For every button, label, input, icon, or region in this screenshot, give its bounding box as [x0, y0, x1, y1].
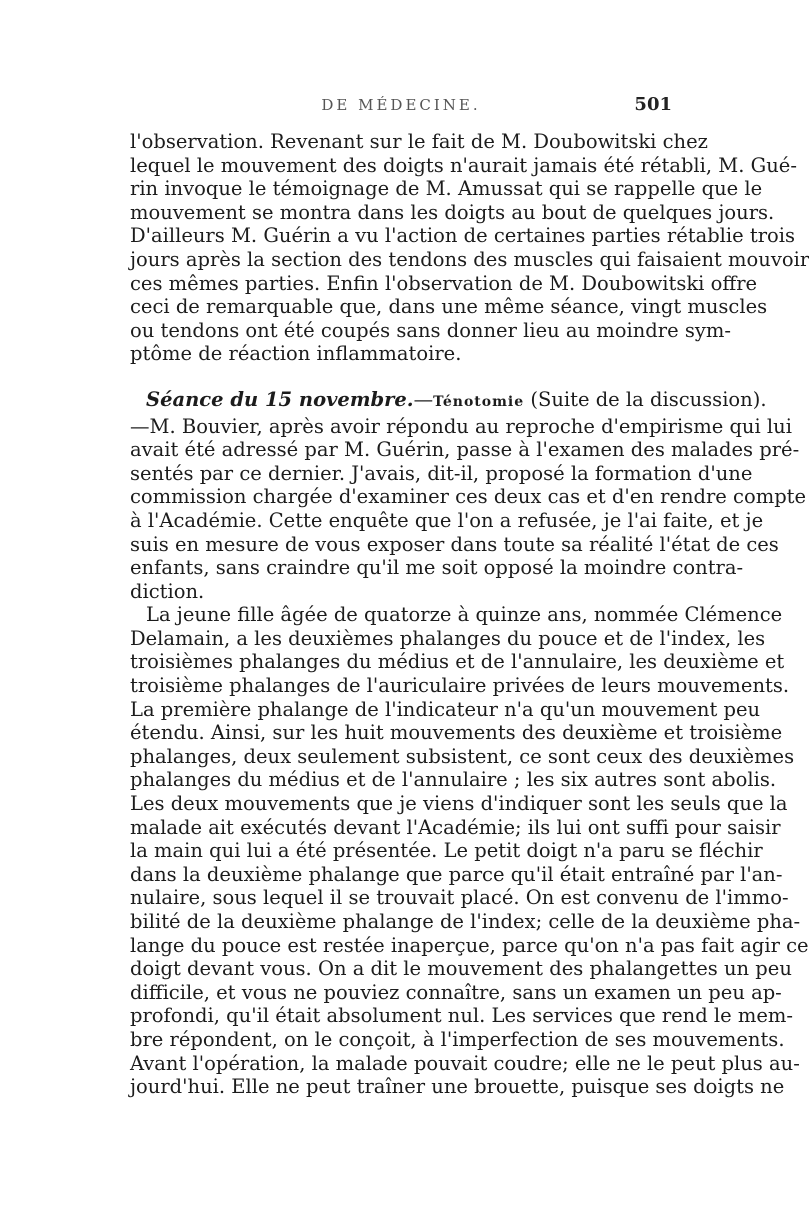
text-line: Avant l'opération, la malade pouvait coudre; elle ne le peut plus au-: [130, 1051, 800, 1075]
text-line: phalanges, deux seulement subsistent, ce sont ceux des deuxièmes: [130, 744, 795, 768]
text-line: La première phalange de l'indicateur n'a qu'un mouvement peu: [130, 697, 761, 721]
text-line: étendu. Ainsi, sur les huit mouvements des deuxième et troisième: [130, 721, 783, 745]
text-line: phalanges du médius et de l'annulaire ; les six autres sont abolis.: [130, 768, 777, 792]
text-line: suis en mesure de vous exposer dans toute sa réalité l'état de ces: [130, 532, 779, 556]
text-line: jours après la section des tendons des muscles qui faisaient mouvoir: [130, 247, 809, 271]
text-line: la main qui lui a été présentée. Le petit doigt n'a paru se fléchir: [130, 839, 763, 863]
text-line: l'observation. Revenant sur le fait de M. Doubowitski chez: [130, 130, 708, 153]
text-line: D'ailleurs M. Guérin a vu l'action de certaines parties rétablie trois: [130, 224, 796, 248]
text-line: malade ait exécutés devant l'Académie; ils lui ont suffi pour saisir: [130, 815, 781, 839]
text-line: enfants, sans craindre qu'il me soit opposé la moindre contra-: [130, 556, 744, 580]
session-date: Séance du 15 novembre.: [146, 387, 414, 411]
text-line: bilité de la deuxième phalange de l'index; celle de la deuxième pha-: [130, 910, 801, 933]
text-line: commission chargée d'examiner ces deux cas et d'en rendre compte: [130, 485, 807, 509]
text-line: lange du pouce est restée inaperçue, parce qu'on n'a pas fait agir ce: [130, 933, 809, 957]
session-topic: Ténotomie: [433, 393, 525, 410]
text-line: ou tendons ont été coupés sans donner lieu au moindre sym-: [130, 318, 731, 342]
text-line: diction.: [130, 579, 205, 603]
text-line: difficile, et vous ne pouviez connaître, sans un examen un peu ap-: [130, 980, 782, 1004]
text-line: Les deux mouvements que je viens d'indiquer sont les seuls que la: [130, 792, 788, 816]
text-line: avait été adressé par M. Guérin, passe à l'examen des malades pré-: [130, 438, 800, 462]
text-line: ptôme de réaction inflammatoire.: [130, 342, 462, 366]
text-line: jourd'hui. Elle ne peut traîner une brouette, puisque ses doigts ne: [130, 1075, 785, 1099]
running-head: [130, 96, 672, 120]
text-line: dans la deuxième phalange que parce qu'il était entraîné par l'an-: [130, 862, 783, 886]
running-title: DE MÉDECINE.: [321, 96, 481, 114]
text-line: —M. Bouvier, après avoir répondu au reproche d'empirisme qui lui: [130, 414, 792, 438]
session-heading-line: [130, 387, 767, 415]
text-line: troisièmes phalanges du médius et de l'annulaire, les deuxième et: [130, 650, 785, 674]
text-line: rin invoque le témoignage de M. Amussat qui se rappelle que le: [130, 177, 763, 201]
text-line: à l'Académie. Cette enquête que l'on a refusée, je l'ai faite, et je: [130, 508, 764, 532]
body-text: [130, 130, 809, 1099]
text-line: Delamain, a les deuxièmes phalanges du pouce et de l'index, les: [130, 626, 766, 650]
paragraph-delamain: [130, 603, 809, 1099]
paragraph-bouvier: [130, 387, 807, 603]
text-line: sentés par ce dernier. J'avais, dit-il, proposé la formation d'une: [130, 461, 753, 485]
text-line: lequel le mouvement des doigts n'aurait jamais été rétabli, M. Gué-: [130, 153, 797, 177]
text-line: ceci de remarquable que, dans une même séance, vingt muscles: [130, 295, 768, 319]
paragraph-guerin: [130, 130, 809, 366]
text-line: profondi, qu'il était absolument nul. Les services que rend le mem-: [130, 1004, 793, 1028]
text-line: bre répondent, on le conçoit, à l'imperfection de ses mouvements.: [130, 1027, 785, 1051]
text-line: ces mêmes parties. Enfin l'observation de M. Doubowitski offre: [130, 271, 758, 295]
page-number: 501: [634, 94, 672, 115]
text-line: troisième phalanges de l'auriculaire privées de leurs mouvements.: [130, 674, 790, 698]
text-line: mouvement se montra dans les doigts au bout de quelques jours.: [130, 200, 775, 224]
session-rest: (Suite de la discussion).: [524, 387, 767, 411]
session-dash: —: [413, 387, 434, 411]
text-line: doigt devant vous. On a dit le mouvement des phalangettes un peu: [130, 957, 792, 981]
text-line: La jeune fille âgée de quatorze à quinze ans, nommée Clémence: [146, 603, 783, 627]
text-line: nulaire, sous lequel il se trouvait placé. On est convenu de l'immo-: [130, 886, 789, 910]
